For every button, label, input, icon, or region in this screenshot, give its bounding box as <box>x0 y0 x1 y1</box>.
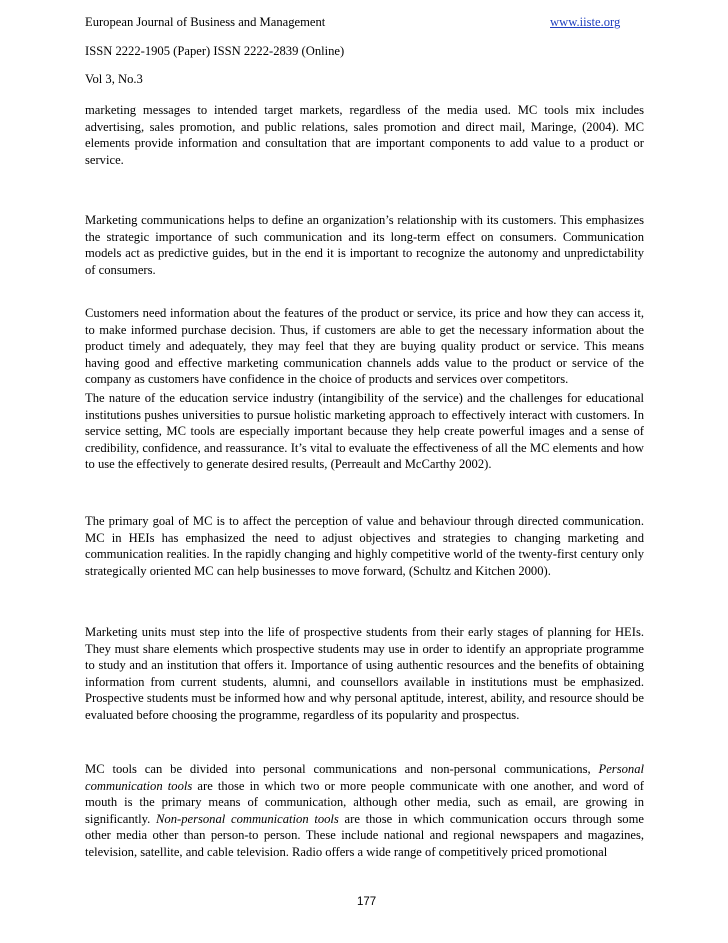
paragraph-marketing-units: Marketing units must step into the life of prospective students from their early stages of planning for HEIs. They must share elements which prospective students may use in order to identify an appropriate programme to study and an institution that offers it. Importance of using authentic resources and the benefits of obtaining information from current students, alumni, and counsellors available in institutions must be emphasized. Prospective students must be informed how and why personal aptitude, interest, ability, and resource should be evaluated before choosing the programme, regardless of its popularity and prospectus. <box>85 625 644 722</box>
paper-page <box>85 0 644 943</box>
paragraph-mc-tools-mix: marketing messages to intended target markets, regardless of the media used. MC tools mix includes advertising, sales promotion, and public relations, sales promotion and direct mail, Maringe, (2004). MC elements provide information and consultation that are important components to add value to a product or service. <box>85 103 644 167</box>
issn-line: ISSN 2222-1905 (Paper) ISSN 2222-2839 (Online) <box>85 44 345 58</box>
paragraph-customer-information: Customers need information about the features of the product or service, its price and how they can access it, to make informed purchase decision. Thus, if customers are able to get the necessary information about the product timely and adequately, they may feel that they are buying quality product or service. This means having good and effective marketing communication channels adds value to the product or service of the company as customers have confidence in the choice of products and services over competitors. <box>85 306 644 386</box>
volume-issue: Vol 3, No.3 <box>85 72 143 86</box>
journal-name: European Journal of Business and Management <box>85 15 326 29</box>
personal-communication-tools-term: Personal communication tools <box>85 762 644 793</box>
journal-url-link[interactable]: www.iiste.org <box>550 15 621 29</box>
paragraph-mc-tools-division <box>85 761 644 860</box>
paragraph-text: MC tools can be divided into personal communications and non-personal communications, <box>85 762 599 776</box>
paragraph-education-service: The nature of the education service industry (intangibility of the service) and the challenges for educational institutions pushes universities to pursue holistic marketing approach to effectively interact with customers. In service setting, MC tools are especially important because they help create powerful images and a sense of credibility, confidence, and reassurance. It’s vital to evaluate the effectiveness of all the MC elements and how to use the effectively to generate desired results, (Perreault and McCarthy 2002). <box>85 391 644 471</box>
paragraph-marketing-communications: Marketing communications helps to define an organization’s relationship with its customers. This emphasizes the strategic importance of such communication and its long-term effect on consumers. Communication models act as predictive guides, but in the end it is important to recognize the autonomy and unpredictability of consumers. <box>85 213 644 277</box>
paragraph-primary-goal: The primary goal of MC is to affect the perception of value and behaviour through directed communication. MC in HEIs has emphasized the need to adjust objectives and strategies to changing marketing and communication realities. In the rapidly changing and highly competitive world of the twenty-first century only strategically oriented MC can help businesses to move forward, (Schultz and Kitchen 2000). <box>85 514 644 578</box>
page-number: 177 <box>357 896 377 908</box>
paragraph-text: are those in which two or more people communicate with one another, and word of mouth is the primary means of communication, although other media, such as email, are growing in significantly. <box>85 778 644 826</box>
paragraph-text: are those in which communication occurs through some other media other than person-to person. These include national and regional newspapers and magazines, television, satellite, and cable television. Radio offers a wide range of competitively priced promotional <box>85 811 644 859</box>
non-personal-communication-tools-term: Non-personal communication tools <box>156 811 339 826</box>
